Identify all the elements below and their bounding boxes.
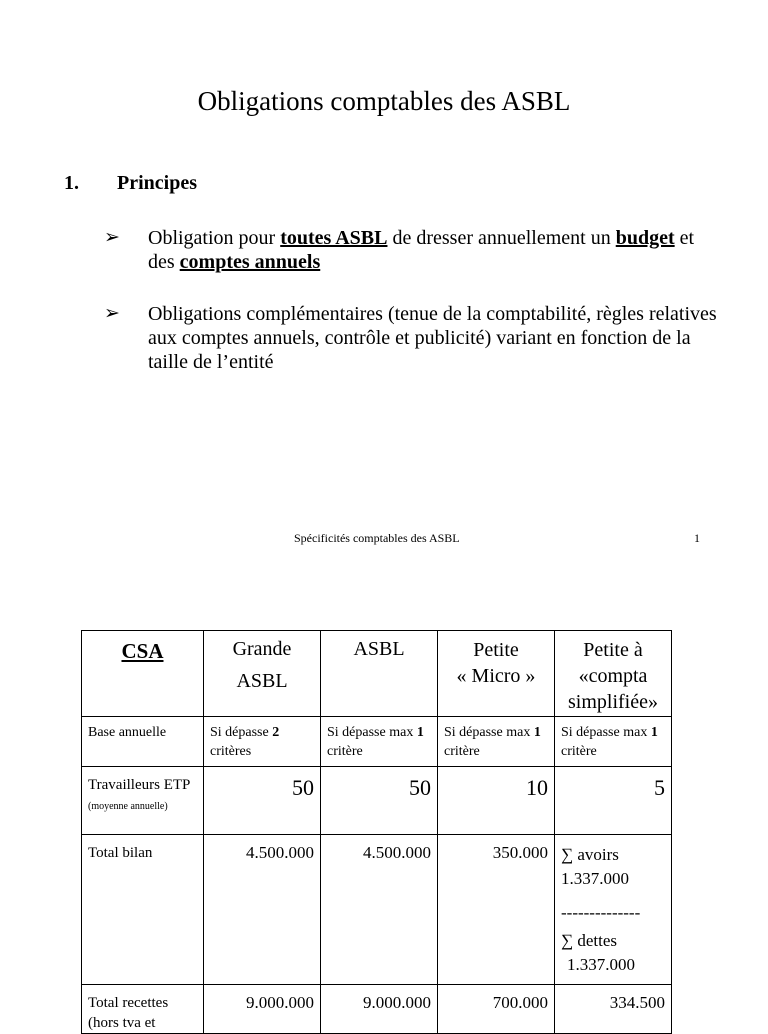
header-text: ASBL <box>236 670 288 692</box>
table-row <box>82 767 672 835</box>
cell-num: 2 <box>272 725 280 740</box>
csa-table <box>81 630 672 1034</box>
cell-text: critère <box>327 744 363 759</box>
page-number: 1 <box>694 531 700 545</box>
bullet-1-emph-budget: budget <box>615 227 675 249</box>
bullet-1-text: de dresser annuellement un <box>387 227 616 249</box>
table-cell: 50 <box>321 767 438 835</box>
bullet-1-emph-toutes-asbl: toutes ASBL <box>280 227 388 249</box>
table-cell <box>555 835 672 985</box>
bullet-1-text: et des <box>148 227 695 273</box>
table-cell <box>204 717 321 767</box>
header-text: Petite à <box>583 639 643 661</box>
table-row <box>82 717 672 767</box>
separator: -------------- <box>561 903 641 922</box>
bullet-arrow-icon: ➢ <box>104 303 120 324</box>
cell-text: critère <box>444 744 480 759</box>
header-text: Grande <box>232 638 292 660</box>
row-label: Total recettes (hors tva et <box>82 985 204 1034</box>
header-asbl: ASBL <box>321 631 438 717</box>
row-label: Base annuelle <box>82 717 204 767</box>
cell-text: Si dépasse max <box>561 725 651 740</box>
table-cell <box>555 717 672 767</box>
table-cell: 700.000 <box>438 985 555 1034</box>
dettes-label: ∑ dettes <box>561 931 618 950</box>
row-label: Total bilan <box>82 835 204 985</box>
table-cell <box>438 717 555 767</box>
bullet-1 <box>148 226 708 274</box>
table-cell: 4.500.000 <box>321 835 438 985</box>
table-row <box>82 985 672 1034</box>
table-cell <box>321 717 438 767</box>
header-csa: CSA <box>82 631 204 717</box>
table-cell: 350.000 <box>438 835 555 985</box>
avoirs-label: ∑ avoirs <box>561 845 619 864</box>
bullet-1-text: Obligation pour <box>148 227 281 249</box>
table-cell: 9.000.000 <box>321 985 438 1034</box>
header-text: Petite <box>473 639 519 661</box>
header-grande-asbl <box>204 631 321 717</box>
table-cell: 334.500 <box>555 985 672 1034</box>
section-title: Principes <box>117 172 197 194</box>
etp-label: Travailleurs ETP <box>88 777 190 793</box>
table-cell: 50 <box>204 767 321 835</box>
header-text: simplifiée» <box>568 691 658 713</box>
cell-text: Si dépasse max <box>327 725 417 740</box>
header-micro <box>438 631 555 717</box>
cell-text: critères <box>210 744 252 759</box>
row-label <box>82 767 204 835</box>
cell-num: 1 <box>416 725 424 740</box>
table-row <box>82 835 672 985</box>
bullet-1-emph-comptes: comptes annuels <box>179 251 321 273</box>
table-cell: 4.500.000 <box>204 835 321 985</box>
bullet-2: Obligations complémentaires (tenue de la comptabilité, règles relatives aux comptes annuels, contrôle et publicité) variant en fonction de la taille de l’entité <box>148 303 717 373</box>
section-number: 1. <box>64 172 79 194</box>
header-compta-simplifiee <box>555 631 672 717</box>
table-cell: 10 <box>438 767 555 835</box>
header-text: «compta <box>578 665 648 687</box>
table-cell: 9.000.000 <box>204 985 321 1034</box>
page-title: Obligations comptables des ASBL <box>197 86 571 116</box>
cell-num: 1 <box>650 725 658 740</box>
bullet-arrow-icon: ➢ <box>104 227 120 248</box>
etp-sub: (moyenne annuelle) <box>88 801 168 812</box>
cell-text: Si dépasse max <box>444 725 534 740</box>
dettes-value: 1.337.000 <box>567 955 635 974</box>
cell-text: critère <box>561 744 597 759</box>
cell-text: Si dépasse <box>210 725 273 740</box>
table-cell: 5 <box>555 767 672 835</box>
footer-label: Spécificités comptables des ASBL <box>294 531 460 545</box>
avoirs-value: 1.337.000 <box>561 869 629 888</box>
header-text: « Micro » <box>456 665 536 687</box>
table-header-row <box>82 631 672 717</box>
cell-num: 1 <box>533 725 541 740</box>
